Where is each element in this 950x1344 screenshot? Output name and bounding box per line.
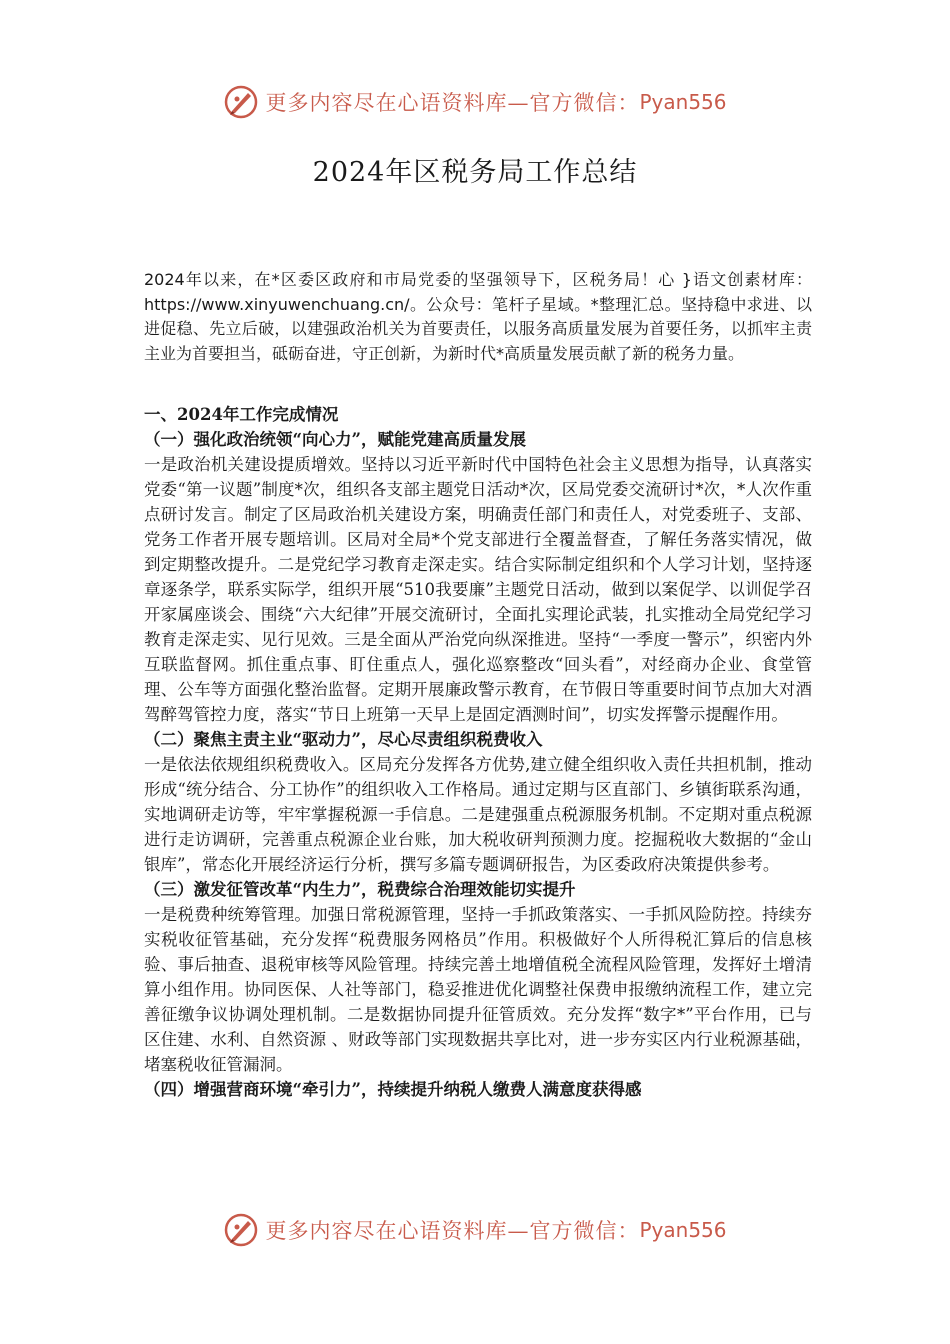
- subsection-heading-3: （三）激发征管改革“内生力”，税费综合治理效能切实提升: [144, 880, 576, 899]
- document-body: [144, 268, 812, 1102]
- logo-icon: [223, 1212, 259, 1248]
- subsection-heading-2: （二）聚焦主责主业“驱动力”，尽心尽责组织税费收入: [144, 730, 543, 749]
- section-heading-1: 一、2024年工作完成情况: [144, 405, 339, 424]
- subsection-text-1: 一是政治机关建设提质增效。坚持以习近平新时代中国特色社会主义思想为指导，认真落实党委“第一议题”制度*次，组织各支部主题党日活动*次，区局党委交流研讨*次，*人次作重点研讨发言。制定了区局政治机关建设方案，明确责任部门和责任人，对党委班子、支部、党务工作者开展专题培训。区局对全局*个党支部进行全覆盖督查，了解任务落实情况，做到定期整改提升。二是党纪学习教育走深走实。结合实际制定组织和个人学习计划，坚持逐章逐条学，联系实际学，组织开展“510我要廉”主题党日活动，做到以案促学、以训促学召开家属座谈会、围绕“六大纪律”开展交流研讨，全面扎实理论武装，扎实推动全局党纪学习教育走深走实、见行见效。三是全面从严治党向纵深推进。坚持“一季度一警示”，织密内外互联监督网。抓住重点事、盯住重点人，强化巡察整改“回头看”，对经商办企业、食堂管理、公车等方面强化整治监督。定期开展廉政警示教育，在节假日等重要时间节点加大对酒驾醉驾管控力度，落实“节日上班第一天早上是固定酒测时间”，切实发挥警示提醒作用。: [144, 455, 812, 724]
- subsection-heading-4: （四）增强营商环境“牵引力”，持续提升纳税人缴费人满意度获得感: [144, 1080, 642, 1099]
- footer-banner: [0, 1210, 950, 1250]
- subsection-heading-1: （一）强化政治统领“向心力”，赋能党建高质量发展: [144, 430, 526, 449]
- intro-paragraph: 2024年以来，在*区委区政府和市局党委的坚强领导下，区税务局！心 }语文创素材库：https://www.xinyuwenchuang.cn/。公众号：笔杆子星域。*整理汇总。坚持稳中求进、以进促稳、先立后破，以建强政治机关为首要责任，以服务高质量发展为首要任务，以抓牢主责主业为首要担当，砥砺奋进，守正创新，为新时代*高质量发展贡献了新的税务力量。: [144, 270, 812, 363]
- banner-wechat-id: Pyan556: [639, 1218, 727, 1242]
- subsection-text-3: 一是税费种统筹管理。加强日常税源管理，坚持一手抓政策落实、一手抓风险防控。持续夯实税收征管基础，充分发挥“税费服务网格员”作用。积极做好个人所得税汇算后的信息核验、事后抽查、退税审核等风险管理。持续完善土地增值税全流程风险管理，发挥好土增清算小组作用。协同医保、人社等部门，稳妥推进优化调整社保费申报缴纳流程工作，建立完善征缴争议协调处理机制。二是数据协同提升征管质效。充分发挥“数字*”平台作用，已与区住建、水利、自然资源 、财政等部门实现数据共享比对，进一步夯实区内行业税源基础，堵塞税收征管漏洞。: [144, 905, 812, 1074]
- subsection-text-2: 一是依法依规组织税费收入。区局充分发挥各方优势,建立健全组织收入责任共担机制，推动形成“统分结合、分工协作”的组织收入工作格局。通过定期与区直部门、乡镇街联系沟通，实地调研走访等，牢牢掌握税源一手信息。二是建强重点税源服务机制。不定期对重点税源进行走访调研，完善重点税源企业台账，加大税收研判预测力度。挖掘税收大数据的“金山银库”，常态化开展经济运行分析，撰写多篇专题调研报告，为区委政府决策提供参考。: [144, 755, 812, 874]
- logo-icon: [223, 84, 259, 120]
- header-banner: [0, 82, 950, 122]
- banner-text: 更多内容尽在心语资料库—官方微信：: [265, 1219, 640, 1243]
- document-title: 2024年区税务局工作总结: [312, 157, 638, 188]
- banner-text: 更多内容尽在心语资料库—官方微信：: [265, 91, 640, 115]
- banner-wechat-id: Pyan556: [639, 90, 727, 114]
